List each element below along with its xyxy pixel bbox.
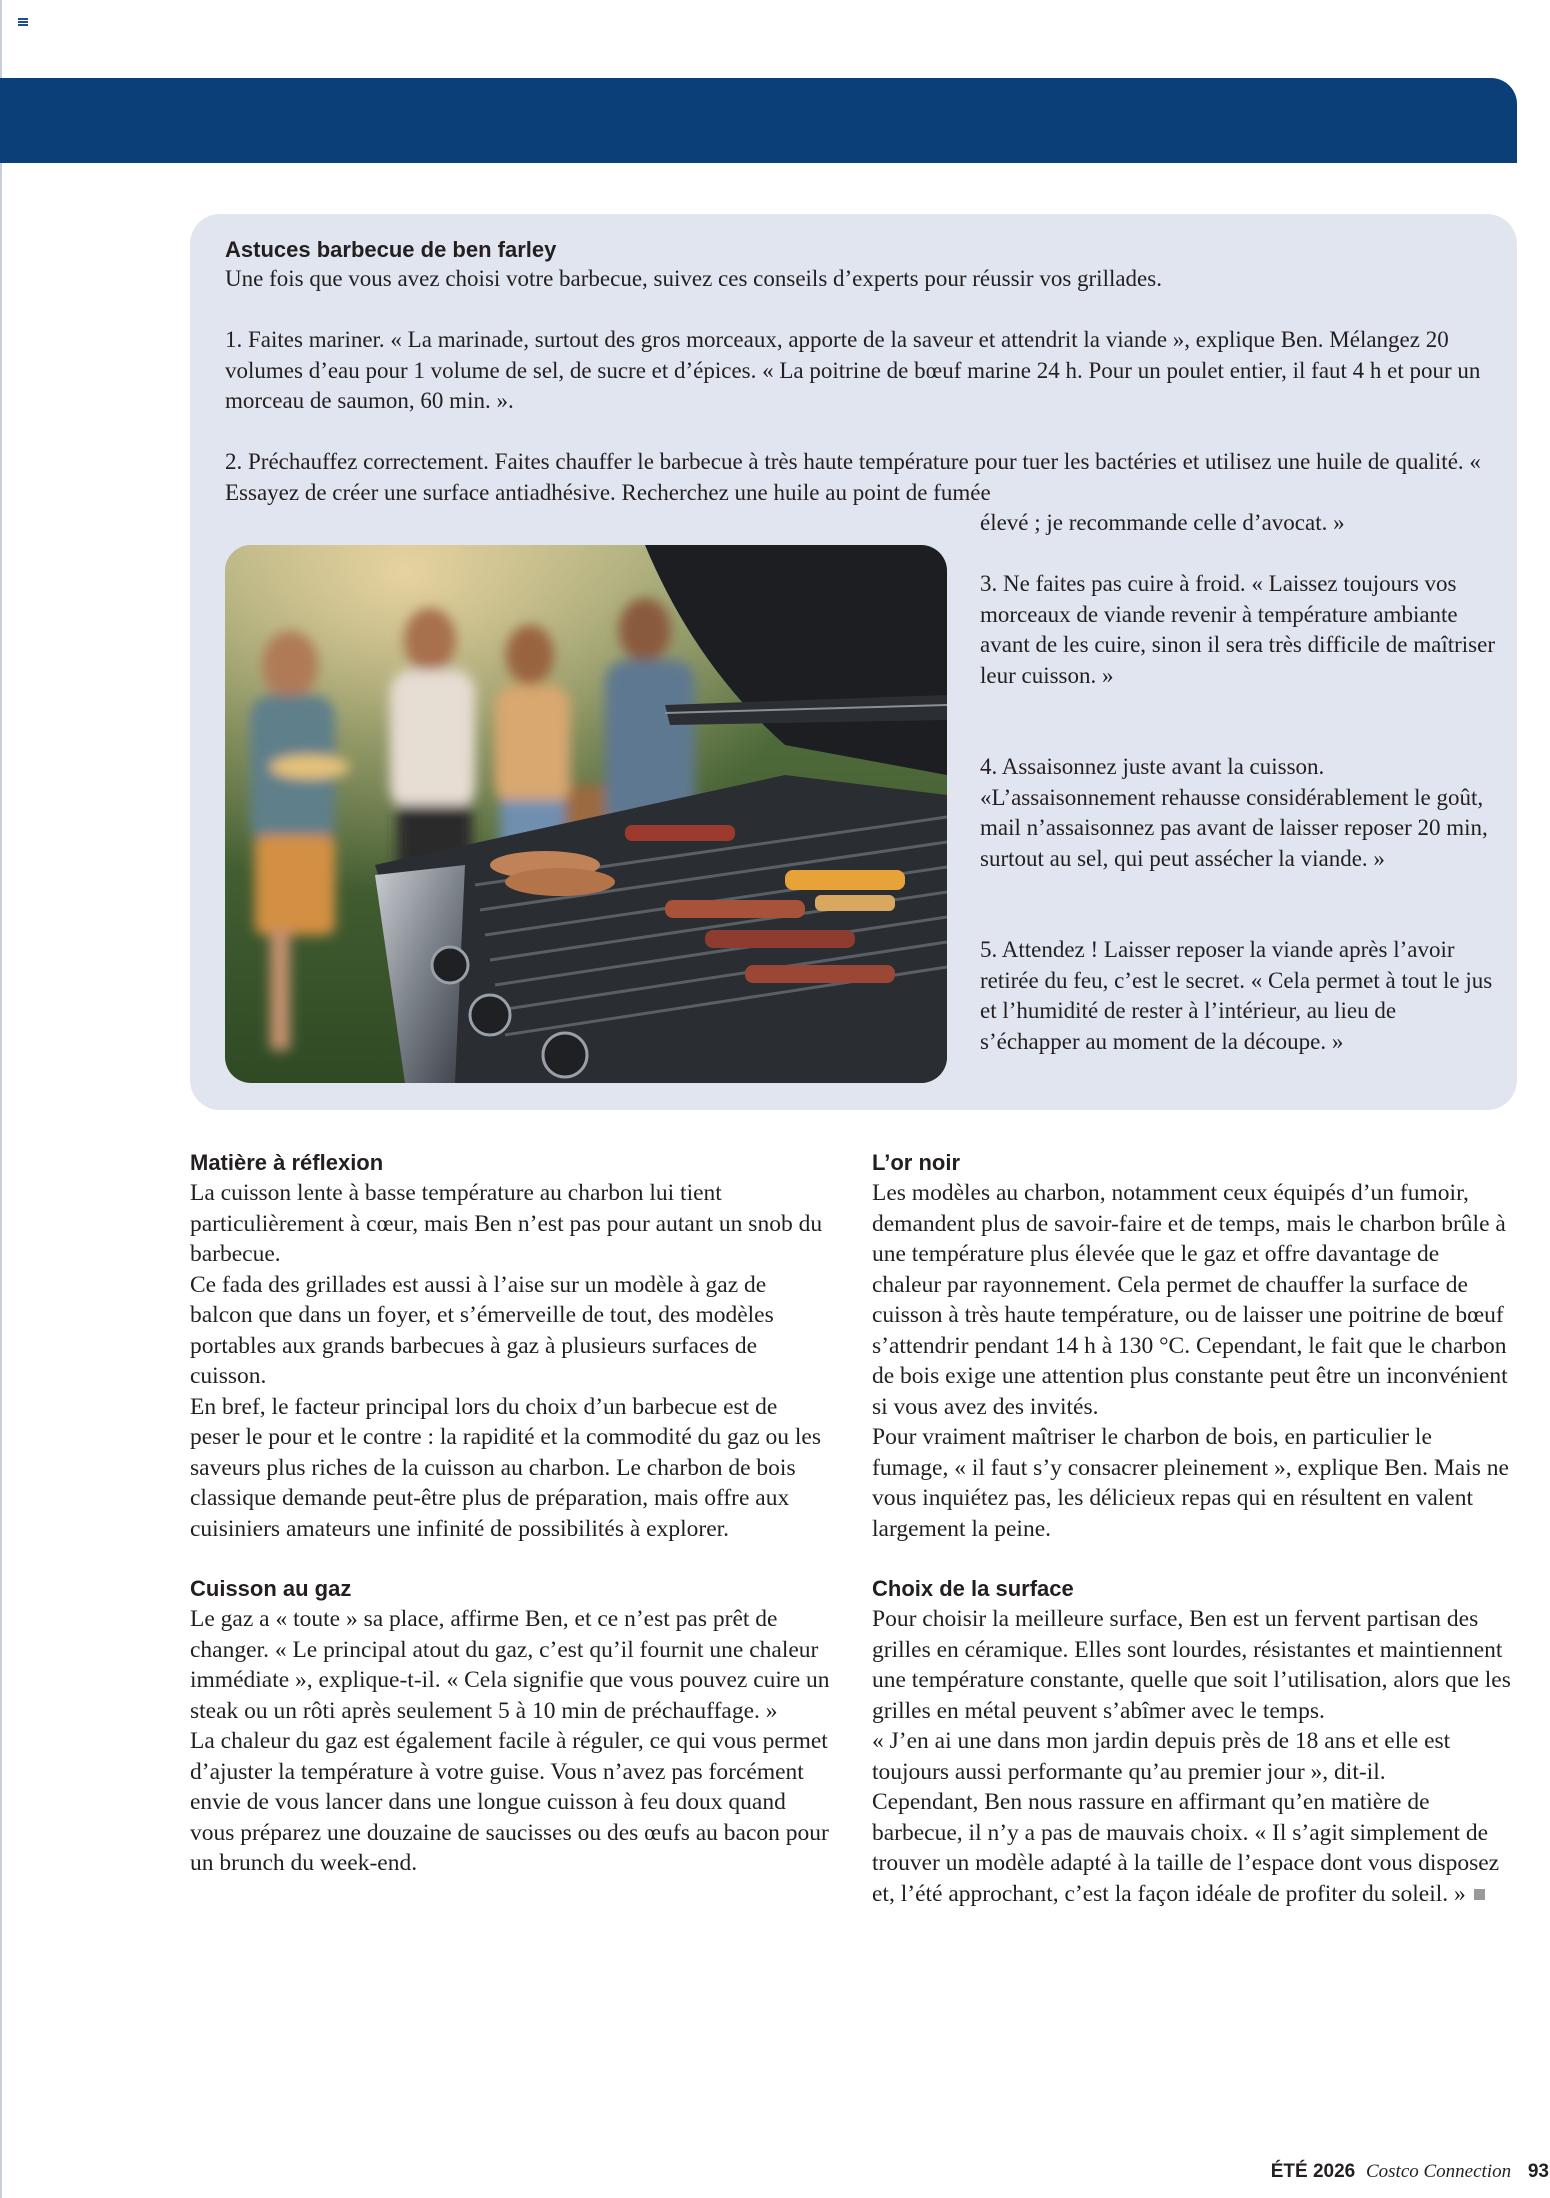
footer-magazine: Costco Connection [1365,2161,1512,2182]
menu-icon [18,18,28,26]
tip-2-continued: élevé ; je recommande celle d’avocat. » [980,510,1345,535]
tip-3: 3. Ne faites pas cuire à froid. « Laissez toujours vos morceaux de viande revenir à température ambiante avant de les cuire, sinon il sera très difficile de maîtriser leur cuisson. » [980,571,1495,688]
column-right [872,1148,1512,1909]
tips-intro: Une fois que vous avez choisi votre barbecue, suivez ces conseils d’experts pour réussir vos grillades. [225,266,1162,291]
tip-2: 2. Préchauffez correctement. Faites chauffer le barbecue à très haute température pour tuer les bactéries et utilisez une huile de qualité. « Essayez de créer une surface antiadhésive. Recherchez une huile au point de fumée [225,449,1481,505]
tips-title: Astuces barbecue de ben farley [225,237,557,262]
section-body-surface: Pour choisir la meilleure surface, Ben est un fervent partisan des grilles en céramique. Elles sont lourdes, résistantes et maintiennent une température constante, quelle que soit l’utilisation, alors que les grilles en métal peuvent s’abîmer avec le temps. « J’en ai une dans mon jardin depuis près de 18 ans et elle est toujours aussi performante qu’au premier jour », dit-il. Cependant, Ben nous rassure en affirmant qu’en matière de barbecue, il n’y a pas de mauvais choix. « Il s’agit simplement de trouver un modèle adapté à la taille de l’espace dont vous disposez et, l’été approchant, c’est la façon idéale de profiter du soleil. » [872,1606,1511,1907]
tip-1: 1. Faites mariner. « La marinade, surtout des gros morceaux, apporte de la saveur et attendrit la viande », explique Ben. Mélangez 20 volumes d’eau pour 1 volume de sel, de sucre et d’épices. « La poitrine de bœuf marine 24 h. Pour un poulet entier, il faut 4 h et pour un morceau de saumon, 60 min. ». [225,327,1481,413]
page-footer [1271,2160,1549,2184]
barbecue-photo [225,545,947,1083]
tip-4: 4. Assaisonnez juste avant la cuisson. «L’assaisonnement rehausse considérablement le goût, mail n’assaisonnez pas avant de laisser reposer 20 min, surtout au sel, qui peut assécher la viande. » [980,754,1488,871]
tip-5: 5. Attendez ! Laisser reposer la viande après l’avoir retirée du feu, c’est le secret. « Cela permet à tout le jus et l’humidité de rester à l’intérieur, au lieu de s’échapper au moment de la découpe. » [980,937,1493,1054]
section-body-matiere: La cuisson lente à basse température au charbon lui tient particulièrement à cœur, mais Ben n’est pas pour autant un snob du barbecue. Ce fada des grillades est aussi à l’aise sur un modèle à gaz de balcon que dans un foyer, et s’émerveille de tout, des modèles portables aux grands barbecues à gaz à plusieurs surfaces de cuisson. En bref, le facteur principal lors du choix d’un barbecue est de peser le pour et le contre : la rapidité et la commodité du gaz ou les saveurs plus riches de la cuisson au charbon. Le charbon de bois classique demande peut-être plus de préparation, mais offre aux cuisiniers amateurs une infinité de possibilités à explorer. [190,1180,823,1542]
section-body-gaz: Le gaz a « toute » sa place, affirme Ben, et ce n’est pas prêt de changer. « Le principal atout du gaz, c’est qu’il fournit une chaleur immédiate », explique-t-il. « Cela signifie que vous pouvez cuire un steak ou un rôti après seulement 5 à 10 min de préchauffage. » La chaleur du gaz est également facile à réguler, ce qui vous permet d’ajuster la température à votre guise. Vous n’avez pas forcément envie de vous lancer dans une longue cuisson à feu doux quand vous préparez une douzaine de saucisses ou des œufs au bacon pour un brunch du week-end. [190,1606,830,1876]
section-heading-gaz: Cuisson au gaz [190,1576,352,1601]
section-heading-or-noir: L’or noir [872,1150,960,1175]
end-mark-icon [1474,1889,1485,1900]
footer-season: ÉTÉ 2026 [1270,2161,1356,2182]
section-body-or-noir: Les modèles au charbon, notamment ceux équipés d’un fumoir, demandent plus de savoir-faire et de temps, mais le charbon brûle à une température plus élevée que le gaz et offre davantage de chaleur par rayonnement. Cela permet de chauffer la surface de cuisson à très haute température, ou de laisser une poitrine de bœuf s’attendrir pendant 14 h à 130 °C. Cependant, le fait que le charbon de bois exige une attention plus constante peut être un inconvénient si vous avez des invités. Pour vraiment maîtriser le charbon de bois, en particulier le fumage, « il faut s’y consacrer pleinement », explique Ben. Mais ne vous inquiétez pas, les délicieux repas qui en résultent en valent largement la peine. [872,1180,1509,1542]
page-edge-rule [0,0,2,2198]
column-left [190,1148,830,1879]
header-band [0,78,1517,163]
section-heading-matiere: Matière à réflexion [190,1150,384,1175]
page-number: 93 [1527,2161,1549,2182]
section-heading-surface: Choix de la surface [872,1576,1074,1601]
